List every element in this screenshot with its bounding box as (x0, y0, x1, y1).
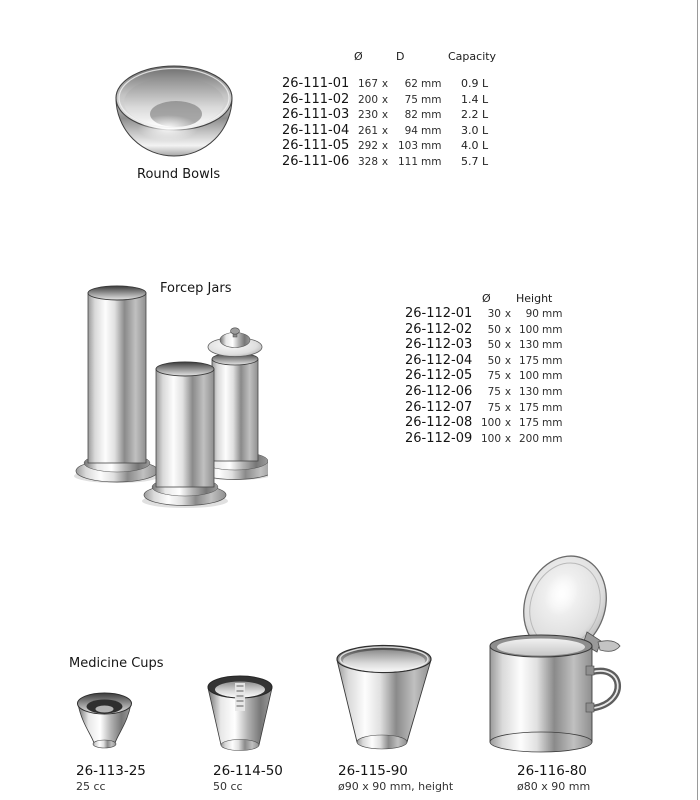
height-value: 100 (518, 370, 539, 383)
dimension-separator: x (504, 385, 512, 398)
diameter-value: 75 (487, 401, 501, 414)
depth-value: 75 (404, 93, 418, 106)
col-header-height: Height (516, 292, 553, 305)
round-bowls-caption: Round Bowls (137, 167, 221, 182)
unit-label: mm (421, 109, 442, 122)
table-row (405, 337, 566, 353)
col-header-depth: D (396, 50, 405, 63)
diameter-value: 50 (487, 354, 501, 367)
table-row (282, 123, 488, 139)
capacity-value: 0.9 L (461, 77, 489, 90)
dimension-separator: x (504, 308, 512, 320)
catalog-number: 26-111-04 (282, 122, 350, 138)
diameter-value: 30 (487, 308, 501, 320)
depth-value: 62 (404, 78, 418, 90)
unit-label: mm (542, 370, 563, 383)
capacity-value: 2.2 L (461, 108, 489, 122)
height-value: 100 (518, 323, 539, 336)
table-row (282, 107, 488, 123)
table-row (405, 368, 566, 384)
catalog-number: 26-113-25 (76, 763, 146, 779)
catalog-number: 26-112-08 (405, 415, 473, 431)
height-value: 130 (518, 385, 539, 398)
dimension-separator: x (381, 140, 389, 153)
depth-value: 111 (397, 155, 418, 168)
dimension-separator: x (381, 78, 389, 90)
capacity-value: 5.7 L (461, 154, 489, 168)
table-row (405, 306, 566, 322)
unit-label: mm (421, 78, 442, 90)
unit-label: mm (542, 354, 563, 367)
catalog-number: 26-112-01 (405, 306, 473, 321)
table-row (282, 138, 488, 154)
item-description: 50 cc (213, 780, 243, 793)
diameter-value: 200 (357, 93, 378, 106)
unit-label: mm (542, 323, 563, 336)
catalog-number: 26-112-06 (405, 383, 473, 399)
capacity-value: 4.0 L (461, 139, 489, 153)
item-label-26-113-25 (76, 763, 146, 793)
height-value: 175 (518, 401, 539, 414)
item-label-26-116-80 (517, 763, 590, 793)
dimension-separator: x (381, 155, 389, 168)
diameter-value: 50 (487, 323, 501, 336)
catalog-number: 26-111-06 (282, 153, 350, 169)
catalog-number: 26-111-05 (282, 138, 350, 154)
dimension-separator: x (504, 417, 512, 430)
lidded-jar-image (486, 554, 628, 754)
capacity-value: 1.4 L (461, 92, 489, 106)
item-label-26-114-50 (213, 763, 283, 793)
forcep-jars-table-header (405, 292, 565, 306)
capacity-value: 3.0 L (461, 123, 489, 137)
unit-label: mm (542, 417, 563, 430)
col-header-diameter: Ø (482, 292, 491, 305)
unit-label: mm (421, 124, 442, 137)
table-row (405, 384, 566, 400)
table-row (405, 322, 566, 338)
catalog-number: 26-112-04 (405, 352, 473, 368)
dimension-separator: x (504, 370, 512, 383)
table-row (282, 92, 488, 108)
unit-label: mm (542, 308, 563, 320)
dimension-separator: x (381, 109, 389, 122)
table-row (405, 353, 566, 369)
round-bowls-table (282, 76, 488, 170)
height-value: 175 (518, 354, 539, 367)
item-description: ø90 x 90 mm, height (338, 780, 454, 793)
catalog-number: 26-112-02 (405, 321, 473, 337)
dimension-separator: x (504, 339, 512, 352)
table-row (405, 415, 566, 431)
catalog-number: 26-111-02 (282, 91, 350, 107)
depth-value: 82 (404, 109, 418, 122)
unit-label: mm (421, 140, 442, 153)
height-value: 130 (518, 339, 539, 352)
round-bowl-image (112, 58, 236, 162)
round-bowls-table-header (282, 50, 497, 64)
catalog-number: 26-112-05 (405, 368, 473, 384)
catalog-number: 26-111-01 (282, 76, 350, 91)
unit-label: mm (542, 339, 563, 352)
catalog-number: 26-115-90 (338, 763, 408, 779)
diameter-value: 261 (357, 124, 378, 137)
catalog-number: 26-116-80 (517, 763, 587, 779)
medicine-cups-caption: Medicine Cups (69, 656, 164, 671)
forcep-jars-caption: Forcep Jars (160, 281, 232, 296)
col-header-diameter: Ø (354, 50, 363, 63)
height-value: 175 (518, 417, 539, 430)
dimension-separator: x (504, 401, 512, 414)
height-value: 90 (525, 308, 539, 320)
dimension-separator: x (381, 93, 389, 106)
diameter-value: 100 (480, 432, 501, 445)
table-row (282, 154, 488, 170)
depth-value: 94 (404, 124, 418, 137)
dimension-separator: x (381, 124, 389, 137)
catalog-number: 26-111-03 (282, 107, 350, 123)
diameter-value: 100 (480, 417, 501, 430)
diameter-value: 292 (357, 140, 378, 153)
catalog-number: 26-114-50 (213, 763, 283, 779)
table-row (282, 76, 488, 92)
dimension-separator: x (504, 323, 512, 336)
dimension-separator: x (504, 354, 512, 367)
diameter-value: 50 (487, 339, 501, 352)
col-header-capacity: Capacity (448, 50, 497, 63)
forcep-jars-table (405, 306, 566, 446)
page-right-border (697, 0, 698, 800)
unit-label: mm (421, 93, 442, 106)
unit-label: mm (542, 385, 563, 398)
unit-label: mm (542, 432, 563, 445)
catalog-number: 26-112-07 (405, 399, 473, 415)
table-row (405, 400, 566, 416)
medicine-cup-90mm-image (334, 640, 434, 752)
item-description: 25 cc (76, 780, 106, 793)
diameter-value: 328 (357, 155, 378, 168)
medicine-cup-50cc-image (204, 672, 276, 752)
diameter-value: 230 (357, 109, 378, 122)
height-value: 200 (518, 432, 539, 445)
unit-label: mm (421, 155, 442, 168)
forcep-jars-image (68, 283, 268, 511)
medicine-cup-25cc-image (75, 690, 135, 754)
catalog-number: 26-112-03 (405, 337, 473, 353)
diameter-value: 75 (487, 370, 501, 383)
item-label-26-115-90 (338, 763, 453, 793)
diameter-value: 167 (357, 78, 378, 90)
diameter-value: 75 (487, 385, 501, 398)
table-row (405, 431, 566, 447)
depth-value: 103 (397, 140, 418, 153)
dimension-separator: x (504, 432, 512, 445)
catalog-number: 26-112-09 (405, 430, 473, 446)
item-description: ø80 x 90 mm (517, 780, 591, 793)
unit-label: mm (542, 401, 563, 414)
